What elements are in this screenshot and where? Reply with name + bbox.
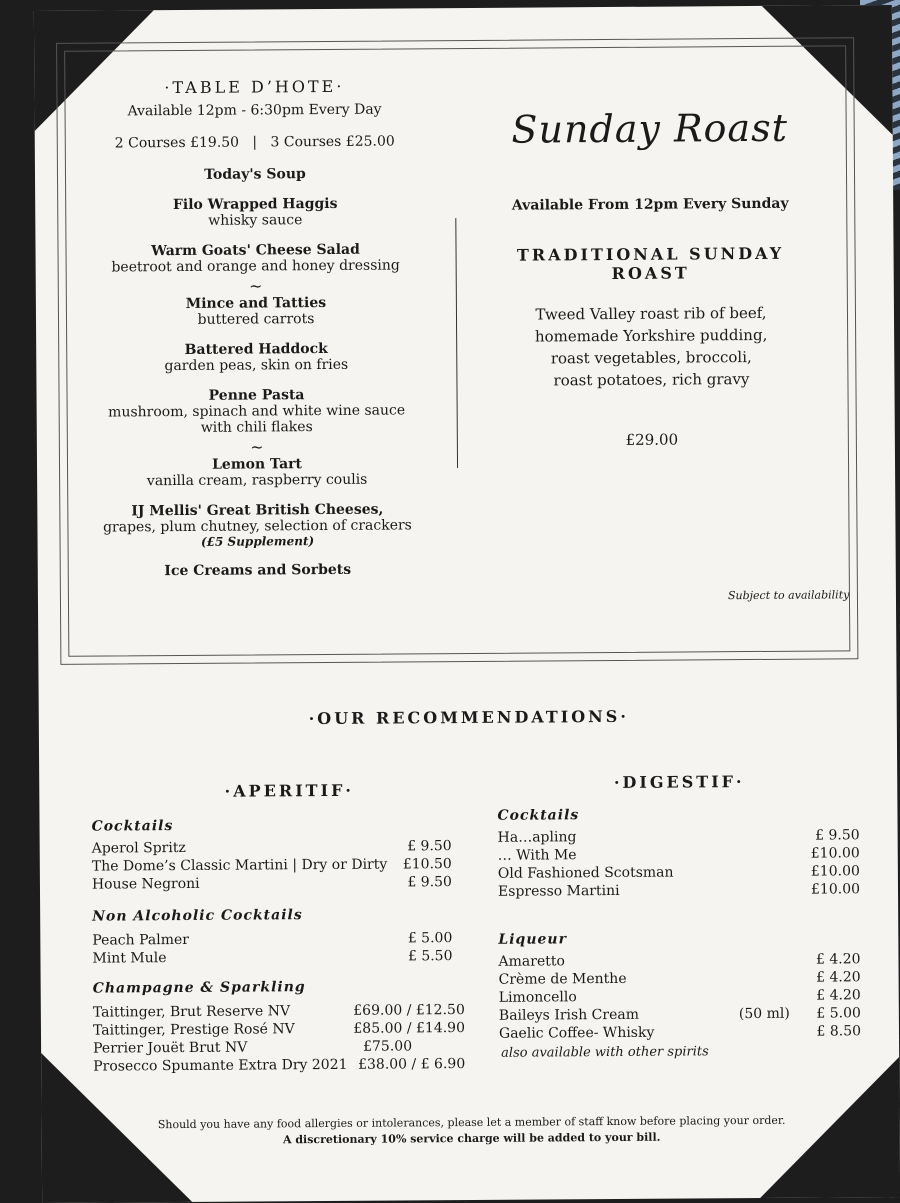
aperitif-title: ·APERITIF· [224,780,355,801]
menu-row [498,951,861,970]
dish-name: Filo Wrapped Haggis [172,195,338,214]
item-name: … With Me [497,847,577,864]
item-name: Crème de Menthe [498,970,627,988]
menu-row [91,874,452,893]
liqueur-note: also available with other spirits [501,1044,709,1061]
corner-holder-bottom-right [759,1057,900,1198]
course-separator: ~ [250,437,264,457]
item-name: House Negroni [91,875,200,893]
item-name: Ha…apling [497,829,577,846]
item-price: £10.00 [810,881,861,898]
dish-name: Warm Goats' Cheese Salad [151,241,360,260]
digestif-title: ·DIGESTIF· [613,772,745,792]
menu-row [497,863,860,882]
item-price: £38.00 / £ 6.90 [358,1056,466,1073]
dish-item [75,195,435,230]
item-price: £ 9.50 [407,838,452,855]
dish-desc-extra: with chili flakes [200,419,313,436]
dish-name: Ice Creams and Sorbets [164,561,352,580]
sunday-line: Tweed Valley roast rib of beef, [535,303,767,324]
dish-item [76,340,436,375]
menu-row [497,827,860,846]
dish-name: Today's Soup [204,166,306,183]
non-alc-label: Non Alcoholic Cocktails [92,907,303,925]
sunday-line: homemade Yorkshire pudding, [534,325,768,346]
item-name: Perrier Jouët Brut NV [93,1039,248,1057]
dish-desc: beetroot and orange and honey dressing [111,257,400,276]
item-name: Espresso Martini [497,882,620,900]
menu-row [497,845,860,864]
item-price: £10.50 [402,856,452,873]
menu-row [91,838,452,857]
item-price: £10.00 [810,845,860,862]
dish-item [77,455,437,490]
item-price: £ 9.50 [407,874,452,891]
menu-row [92,1020,466,1039]
dish-desc: whisky sauce [208,212,303,229]
dish-desc: garden peas, skin on fries [164,356,349,375]
availability-note: Subject to availability [727,588,850,603]
item-measure: (50 ml) [738,1005,790,1023]
service-charge-notice: A discretionary 10% service charge will be added to your bill. [282,1130,661,1147]
item-name: Amaretto [498,953,565,970]
menu-row [497,881,861,900]
sunday-line: roast potatoes, rich gravy [553,370,750,390]
item-name: Limoncello [498,989,577,1006]
item-price: £ 4.20 [816,969,861,986]
sunday-price: £29.00 [625,430,679,449]
item-name: Old Fashioned Scotsman [497,864,674,882]
dish-supplement: (£5 Supplement) [200,534,315,549]
item-price: £ 4.20 [815,951,861,968]
menu-row [91,856,452,875]
item-name: Prosecco Spumante Extra Dry 2021 [93,1056,348,1075]
item-name: Aperol Spritz [91,839,186,857]
dish-item [78,561,438,580]
sunday-description [476,301,827,391]
item-price: £ 4.20 [816,987,861,1004]
dish-desc: vanilla cream, raspberry coulis [146,471,368,490]
item-price: £ 5.00 [407,930,453,947]
item-price: £10.00 [810,863,860,880]
liqueur-label: Liqueur [498,931,567,948]
sunday-heading: TRADITIONAL SUNDAY ROAST [516,243,785,283]
sunday-roast-script-title: Sunday Roast [511,105,789,152]
item-name: Gaelic Coffee- Whisky [498,1024,655,1042]
item-name: Peach Palmer [92,931,190,949]
item-price: £75.00 [363,1038,413,1055]
dish-name: Battered Haddock [184,340,328,358]
recommendations-title: ·OUR RECOMMENDATIONS· [308,706,629,729]
item-price: £ 9.50 [815,827,860,844]
table-dhote-pricing: 2 Courses £19.50 | 3 Courses £25.00 [114,133,395,152]
dish-desc: buttered carrots [197,311,315,328]
menu-row [92,1002,465,1021]
menu-row [498,969,861,988]
menu-row [498,1023,862,1042]
course-separator: ~ [249,276,263,296]
item-price: £85.00 / £14.90 [353,1020,466,1037]
menu-row [498,987,861,1006]
dish-item [75,241,435,276]
table-dhote-availability: Available 12pm - 6:30pm Every Day [127,101,382,120]
menu-row [92,930,453,949]
aperitif-cocktails-label: Cocktails [91,818,174,835]
item-name: The Dome’s Classic Martini | Dry or Dirty [91,856,388,875]
item-price: £ 8.50 [816,1023,862,1040]
table-dhote-title: ·TABLE D’HOTE· [164,76,345,98]
menu-row [498,1005,861,1024]
item-price: £69.00 / £12.50 [353,1002,465,1019]
allergy-notice: Should you have any food allergies or intolerances, please let a member of staff know before placing your order. [157,1113,786,1132]
dish-name: Penne Pasta [208,387,305,404]
dish-desc: mushroom, spinach and white wine sauce [108,402,406,421]
dish-name: Mince and Tatties [185,294,327,312]
menu-row [92,948,453,967]
champagne-label: Champagne & Sparkling [92,979,306,997]
dish-item [75,165,435,184]
item-name: Mint Mule [92,950,167,967]
dish-item [76,386,436,437]
item-name: Baileys Irish Cream [498,1006,640,1024]
item-name: Taittinger, Brut Reserve NV [92,1003,291,1021]
dish-item [77,501,437,550]
sunday-availability: Available From 12pm Every Sunday [511,195,789,214]
digestif-cocktails-label: Cocktails [497,807,580,824]
menu-sheet [34,5,900,1203]
dish-name: Lemon Tart [211,456,303,473]
item-price: £ 5.50 [407,948,453,965]
sunday-line: roast vegetables, broccoli, [550,348,752,368]
dish-name: IJ Mellis' Great British Cheeses, [131,501,384,520]
item-name: Taittinger, Prestige Rosé NV [92,1021,295,1039]
table-dhote-section [74,76,437,580]
dish-item [76,294,436,329]
item-price: £ 5.00 [816,1005,861,1022]
sunday-roast-section [475,105,827,449]
menu-row [93,1038,465,1057]
dish-desc: grapes, plum chutney, selection of crackers [103,517,412,536]
